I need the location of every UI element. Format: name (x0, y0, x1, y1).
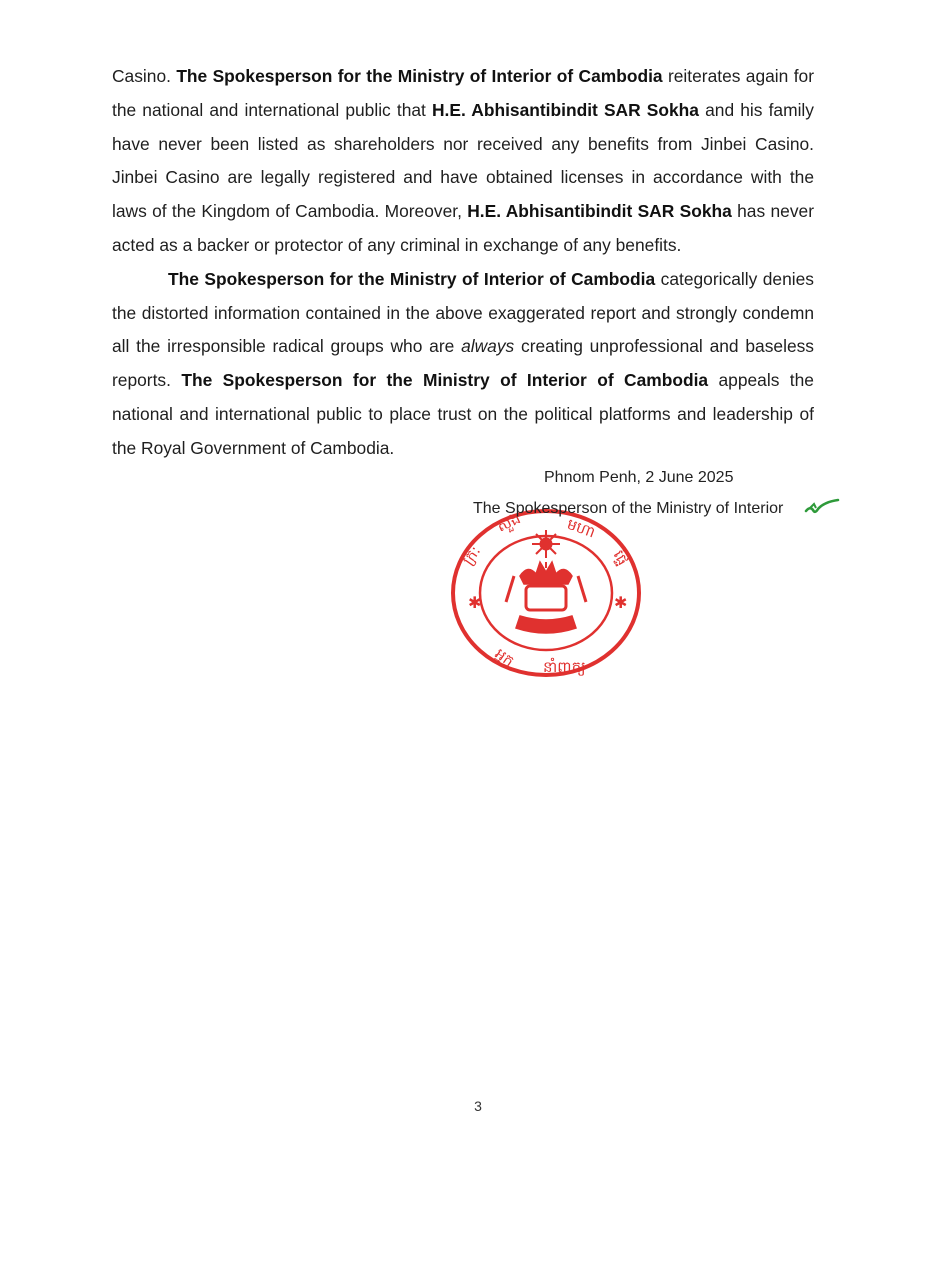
text-span: categorically denies the distorted information contained in the above exaggerated report and strongly condemn all the irresponsible radical groups who are (112, 268, 814, 357)
svg-text:មហា: មហា (564, 514, 598, 542)
bold-phrase: The Spokesperson for the Ministry of Interior of Cambodia (176, 66, 663, 86)
bold-phrase: The Spokesperson for the Ministry of Interior of Cambodia (168, 268, 656, 289)
green-check-signature-icon (804, 498, 840, 518)
page-number: 3 (474, 1098, 482, 1114)
text-span: has never acted as a backer or protector of any criminal in exchange of any benefits. (112, 201, 814, 255)
document-body (112, 60, 814, 466)
italic-word: always (461, 336, 515, 357)
text-span: creating unprofessional and baseless reports. (112, 336, 815, 391)
text-span: and his family have never been listed as shareholders nor received any benefits from Jinbei Casino. Jinbei Casino are legally registered and have obtained licenses in accordance with the laws of the Kingdom of Cambodia. Moreover, (112, 99, 814, 222)
text-span: reiterates again for the national and international public that (112, 66, 814, 120)
svg-text:ក្រ:: ក្រ: (458, 542, 485, 569)
text-span: Casino. (112, 66, 177, 86)
svg-text:អ្នក: អ្នក (491, 644, 518, 671)
text-span: appeals the national and international public to place trust on the political platforms and leadership of the Royal Government of Cambodia. (112, 370, 814, 458)
signature-title: The Spokesperson of the Ministry of Interior (473, 500, 784, 517)
bold-phrase: The Spokesperson for the Ministry of Interior of Cambodia (181, 370, 709, 391)
official-seal-icon (448, 506, 648, 680)
bold-name: H.E. Abhisantibindit SAR Sokha (432, 99, 699, 120)
paragraph-1 (112, 60, 814, 263)
svg-text:សួង: សួង (494, 509, 524, 536)
svg-text:✱: ✱ (614, 593, 628, 612)
svg-text:✱: ✱ (468, 593, 482, 612)
svg-text:ផ្ទៃ: ផ្ទៃ (609, 547, 633, 569)
bold-name: H.E. Abhisantibindit SAR Sokha (467, 201, 732, 222)
paragraph-2 (112, 263, 814, 466)
svg-text:នាំពាក្យ: នាំពាក្យ (543, 658, 586, 676)
place-date: Phnom Penh, 2 June 2025 (544, 469, 734, 486)
